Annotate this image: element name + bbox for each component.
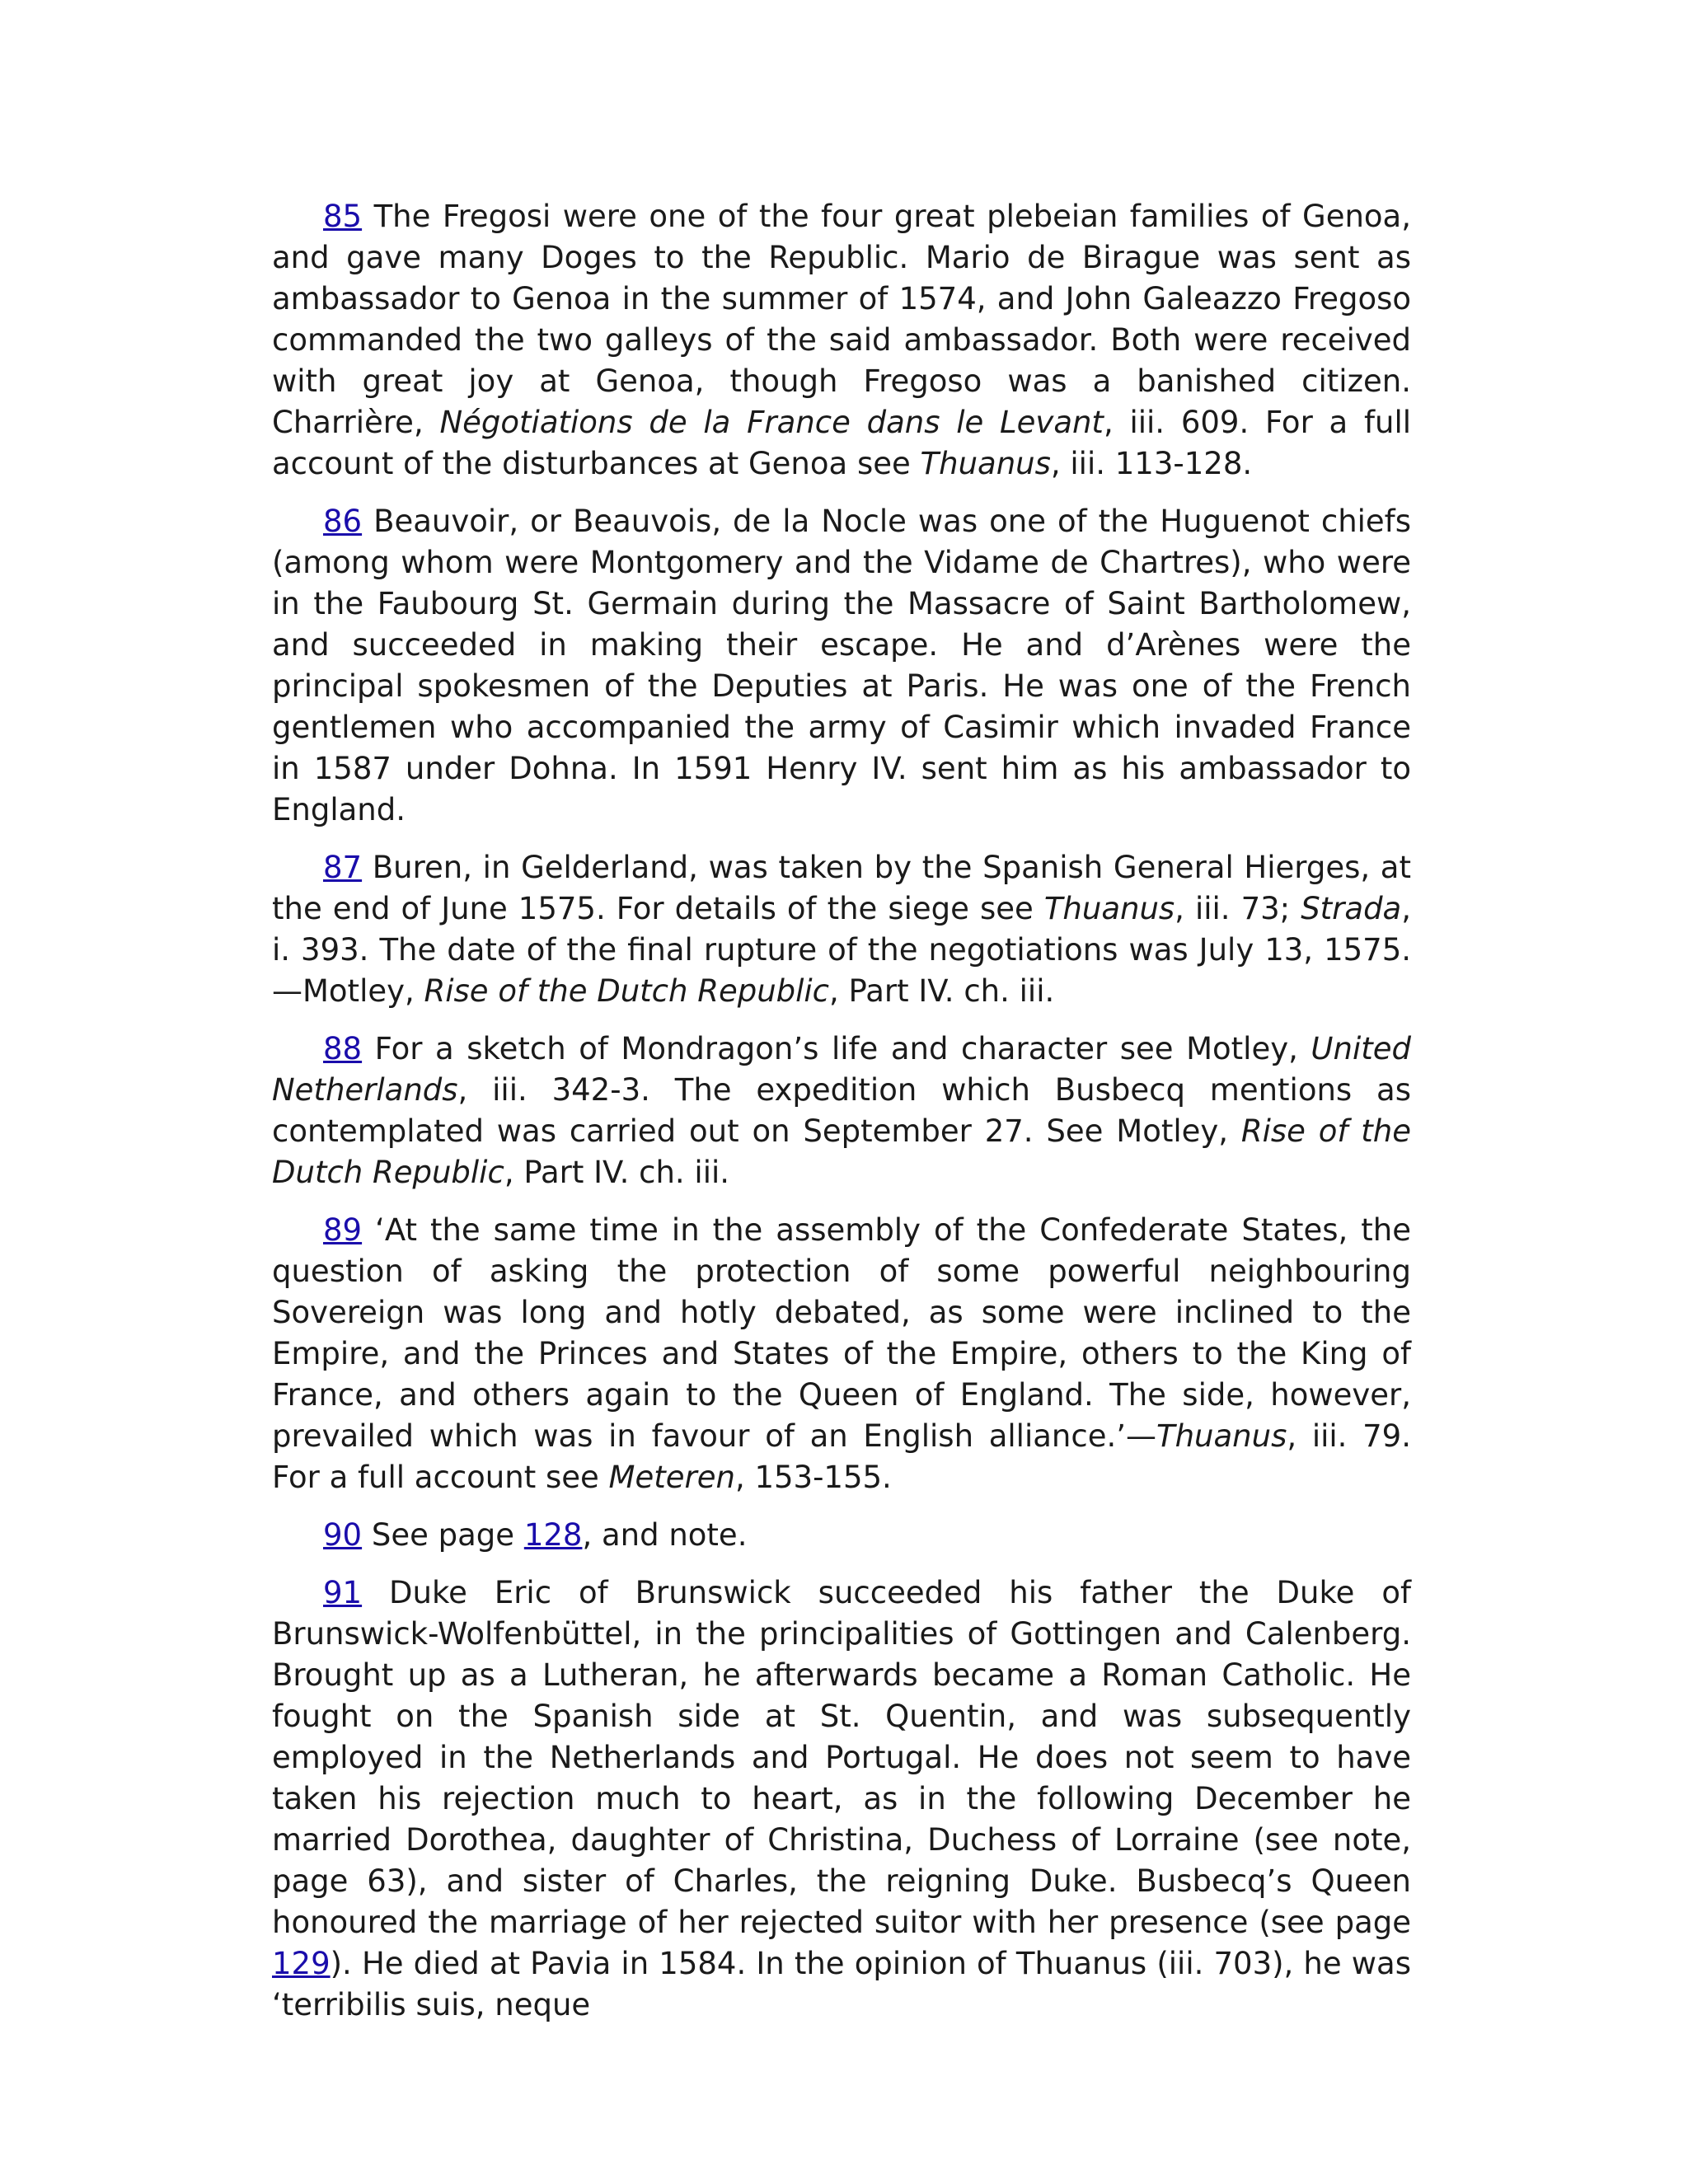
book-title: Strada bbox=[1301, 891, 1402, 926]
footnote-link-90[interactable]: 90 bbox=[323, 1517, 363, 1553]
book-title: Rise of the Dutch Republic bbox=[272, 1113, 1411, 1190]
footnote-text: , i. 393. The date of the final rupture of the negotiations was July 13, 1575. —Motley, bbox=[272, 891, 1411, 1009]
footnote-text: , iii. 73; bbox=[1175, 891, 1301, 926]
footnote-86 bbox=[272, 501, 1411, 831]
footnote-text: ‘At the same time in the assembly of the Confederate States, the question of asking the protection of some powerful neighbouring Sovereign was long and hotly debated, as some were inclined to the Empire, and the Princes and States of the Empire, others to the King of France, and others again to the Queen of England. The side, however, prevailed which was in favour of an English alliance.’— bbox=[272, 1212, 1411, 1454]
footnote-text: , 153-155. bbox=[734, 1460, 892, 1495]
footnote-91 bbox=[272, 1572, 1411, 2026]
footnote-text: , iii. 79. For a full account see bbox=[272, 1418, 1411, 1495]
footnote-link-89[interactable]: 89 bbox=[323, 1212, 363, 1248]
footnote-text: , iii. 342-3. The expedition which Busbecq mentions as contemplated was carried out on September 27. See Motley, bbox=[272, 1072, 1411, 1149]
footnote-link-86[interactable]: 86 bbox=[323, 504, 363, 539]
footnote-link-87[interactable]: 87 bbox=[323, 850, 363, 885]
book-title: Thuanus bbox=[920, 446, 1051, 481]
book-title: Thuanus bbox=[1043, 891, 1175, 926]
page-link-129[interactable]: 129 bbox=[272, 1946, 331, 1981]
footnote-85 bbox=[272, 196, 1411, 485]
book-title: United Netherlands bbox=[272, 1031, 1411, 1108]
footnote-text: , iii. 609. For a full account of the disturbances at Genoa see bbox=[272, 405, 1411, 481]
footnote-text: ). He died at Pavia in 1584. In the opinion of Thuanus (iii. 703), he was ‘terribilis suis, neque bbox=[272, 1946, 1411, 2022]
page-link-128[interactable]: 128 bbox=[523, 1517, 583, 1553]
book-title: Rise of the Dutch Republic bbox=[424, 973, 830, 1009]
book-title: Négotiations de la France dans le Levant bbox=[439, 405, 1104, 440]
footnote-link-91[interactable]: 91 bbox=[323, 1575, 363, 1610]
footnote-text: See page bbox=[362, 1517, 524, 1553]
book-title: Thuanus bbox=[1156, 1418, 1287, 1454]
book-title: Meteren bbox=[608, 1460, 735, 1495]
footnote-89 bbox=[272, 1210, 1411, 1498]
footnote-90 bbox=[272, 1515, 1411, 1556]
footnote-87 bbox=[272, 847, 1411, 1012]
footnotes-page bbox=[272, 196, 1411, 2042]
footnote-text: , Part IV. ch. iii. bbox=[829, 973, 1055, 1009]
footnote-text: , and note. bbox=[582, 1517, 748, 1553]
footnote-text: For a sketch of Mondragon’s life and character see Motley, bbox=[362, 1031, 1311, 1066]
footnote-text: , Part IV. ch. iii. bbox=[504, 1155, 730, 1190]
footnote-text: The Fregosi were one of the four great plebeian families of Genoa, and gave many Doges to the Republic. Mario de Birague was sent as ambassador to Genoa in the summer of 1574, and John Galeazzo Fregoso commanded the two galleys of the said ambassador. Both were received with great joy at Genoa, though Fregoso was a banished citizen. Charrière, bbox=[272, 199, 1411, 440]
footnote-text: Beauvoir, or Beauvois, de la Nocle was one of the Huguenot chiefs (among whom were Montgomery and the Vidame de Chartres), who were in the Faubourg St. Germain during the Massacre of Saint Bartholomew, and succeeded in making their escape. He and d’Arènes were the principal spokesmen of the Deputies at Paris. He was one of the French gentlemen who accompanied the army of Casimir which invaded France in 1587 under Dohna. In 1591 Henry IV. sent him as his ambassador to England. bbox=[272, 504, 1411, 827]
footnote-88 bbox=[272, 1029, 1411, 1193]
footnote-text: Duke Eric of Brunswick succeeded his father the Duke of Brunswick-Wolfenbüttel, in the principalities of Gottingen and Calenberg. Brought up as a Lutheran, he afterwards became a Roman Catholic. He fought on the Spanish side at St. Quentin, and was subsequently employed in the Netherlands and Portugal. He does not seem to have taken his rejection much to heart, as in the following December he married Dorothea, daughter of Christina, Duchess of Lorraine (see note, page 63), and sister of Charles, the reigning Duke. Busbecq’s Queen honoured the marriage of her rejected suitor with her presence (see page bbox=[272, 1575, 1411, 1940]
footnote-text: , iii. 113-128. bbox=[1050, 446, 1253, 481]
footnote-link-85[interactable]: 85 bbox=[323, 199, 363, 234]
footnote-link-88[interactable]: 88 bbox=[323, 1031, 363, 1066]
footnote-text: Buren, in Gelderland, was taken by the Spanish General Hierges, at the end of June 1575. For details of the siege see bbox=[272, 850, 1411, 926]
